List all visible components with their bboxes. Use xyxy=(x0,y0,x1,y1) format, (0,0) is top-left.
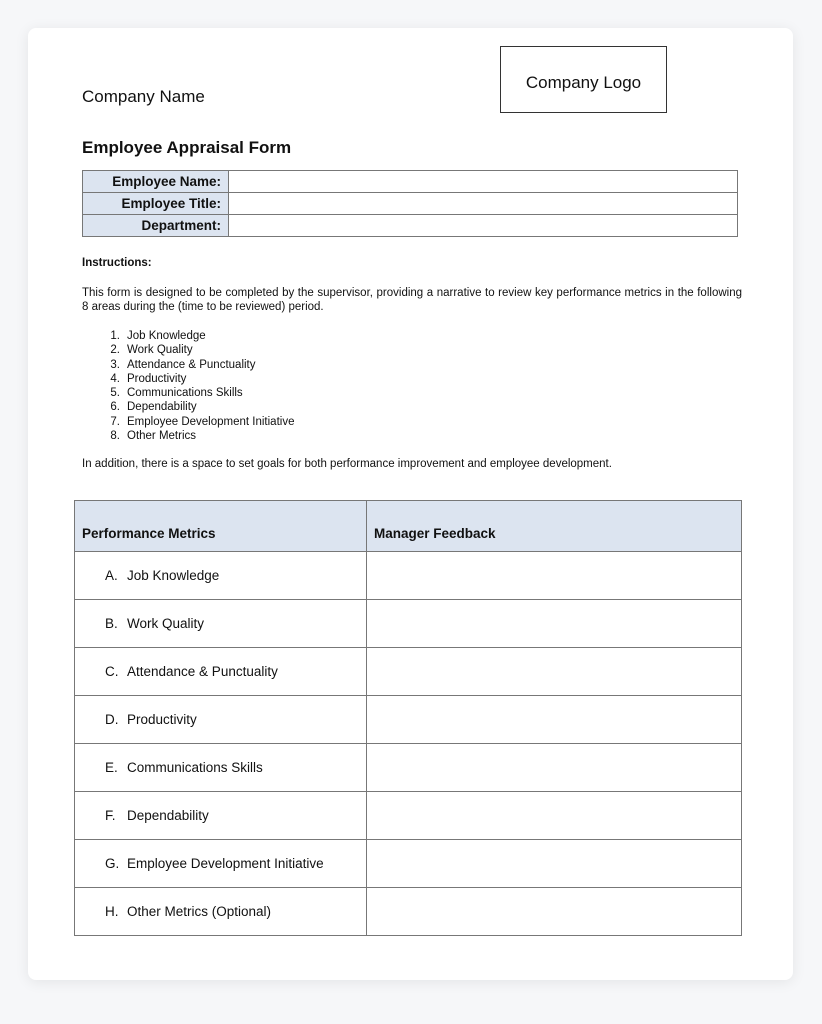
metric-cell xyxy=(75,744,367,792)
list-item-label: Productivity xyxy=(127,372,187,385)
feedback-cell[interactable] xyxy=(367,744,742,792)
list-item xyxy=(82,386,294,400)
metric-label: Communications Skills xyxy=(127,760,263,775)
performance-metrics-table xyxy=(74,500,742,936)
metric-cell xyxy=(75,792,367,840)
metric-label: Work Quality xyxy=(127,616,205,631)
metric-label: Attendance & Punctuality xyxy=(127,664,278,679)
list-item-number: 8. xyxy=(110,430,120,443)
table-header-row xyxy=(75,501,742,552)
table-row xyxy=(75,888,742,936)
metric-label: Dependability xyxy=(127,808,209,823)
table-row xyxy=(75,696,742,744)
metric-letter: B. xyxy=(105,616,118,631)
metric-label: Other Metrics (Optional) xyxy=(127,904,272,919)
metric-letter: D. xyxy=(105,712,119,727)
list-item xyxy=(82,343,294,357)
list-item xyxy=(82,372,294,386)
employee-title-label: Employee Title: xyxy=(83,193,229,215)
areas-list xyxy=(82,329,294,443)
metric-label: Productivity xyxy=(127,712,197,727)
employee-name-row xyxy=(83,171,738,193)
metric-letter: E. xyxy=(105,760,118,775)
list-item xyxy=(82,429,294,443)
company-name: Company Name xyxy=(82,87,205,106)
metric-cell xyxy=(75,600,367,648)
table-row xyxy=(75,840,742,888)
list-item xyxy=(82,400,294,414)
table-row xyxy=(75,648,742,696)
company-logo-placeholder: Company Logo xyxy=(500,46,667,113)
feedback-cell[interactable] xyxy=(367,840,742,888)
metric-cell xyxy=(75,648,367,696)
list-item-label: Employee Development Initiative xyxy=(127,415,295,428)
list-item-label: Other Metrics xyxy=(127,430,197,443)
list-item-number: 7. xyxy=(110,415,120,428)
employee-title-row xyxy=(83,193,738,215)
list-item-number: 6. xyxy=(110,401,120,414)
department-field[interactable] xyxy=(229,215,738,237)
metric-letter: A. xyxy=(105,568,118,583)
table-row xyxy=(75,744,742,792)
list-item-number: 2. xyxy=(110,344,120,357)
feedback-cell[interactable] xyxy=(367,552,742,600)
list-item xyxy=(82,415,294,429)
department-row xyxy=(83,215,738,237)
table-row xyxy=(75,552,742,600)
performance-metrics-header: Performance Metrics xyxy=(75,501,367,552)
table-row xyxy=(75,792,742,840)
list-item-label: Job Knowledge xyxy=(127,330,206,342)
list-item-number: 3. xyxy=(110,358,120,371)
metric-letter: C. xyxy=(105,664,119,679)
list-item-number: 1. xyxy=(110,330,120,342)
metric-letter: G. xyxy=(105,856,120,871)
metric-label: Job Knowledge xyxy=(127,568,220,583)
metric-letter: H. xyxy=(105,904,119,919)
metric-label: Employee Development Initiative xyxy=(127,856,324,871)
list-item xyxy=(82,358,294,372)
list-item-number: 5. xyxy=(110,387,120,400)
metric-cell xyxy=(75,840,367,888)
instructions-paragraph: This form is designed to be completed by the supervisor, providing a narrative to review key performance metrics in the following 8 areas during the (time to be reviewed) period. xyxy=(82,287,742,313)
table-row xyxy=(75,600,742,648)
form-title: Employee Appraisal Form xyxy=(82,138,292,157)
feedback-cell[interactable] xyxy=(367,888,742,936)
employee-name-field[interactable] xyxy=(229,171,738,193)
goals-note: In addition, there is a space to set goals for both performance improvement and employee development. xyxy=(82,458,612,470)
feedback-cell[interactable] xyxy=(367,600,742,648)
employee-title-field[interactable] xyxy=(229,193,738,215)
feedback-cell[interactable] xyxy=(367,696,742,744)
list-item-label: Dependability xyxy=(127,401,197,414)
feedback-cell[interactable] xyxy=(367,792,742,840)
list-item-label: Communications Skills xyxy=(127,387,243,400)
list-item-label: Work Quality xyxy=(127,344,193,357)
employee-info-table xyxy=(82,170,738,237)
list-item-label: Attendance & Punctuality xyxy=(127,358,256,371)
instructions-heading: Instructions: xyxy=(82,257,152,269)
document-page xyxy=(28,28,793,980)
metric-cell xyxy=(75,888,367,936)
manager-feedback-header: Manager Feedback xyxy=(367,501,742,552)
list-item xyxy=(82,329,294,343)
department-label: Department: xyxy=(83,215,229,237)
metric-letter: F. xyxy=(105,808,116,823)
metric-cell xyxy=(75,552,367,600)
metric-cell xyxy=(75,696,367,744)
feedback-cell[interactable] xyxy=(367,648,742,696)
employee-name-label: Employee Name: xyxy=(83,171,229,193)
list-item-number: 4. xyxy=(110,372,120,385)
